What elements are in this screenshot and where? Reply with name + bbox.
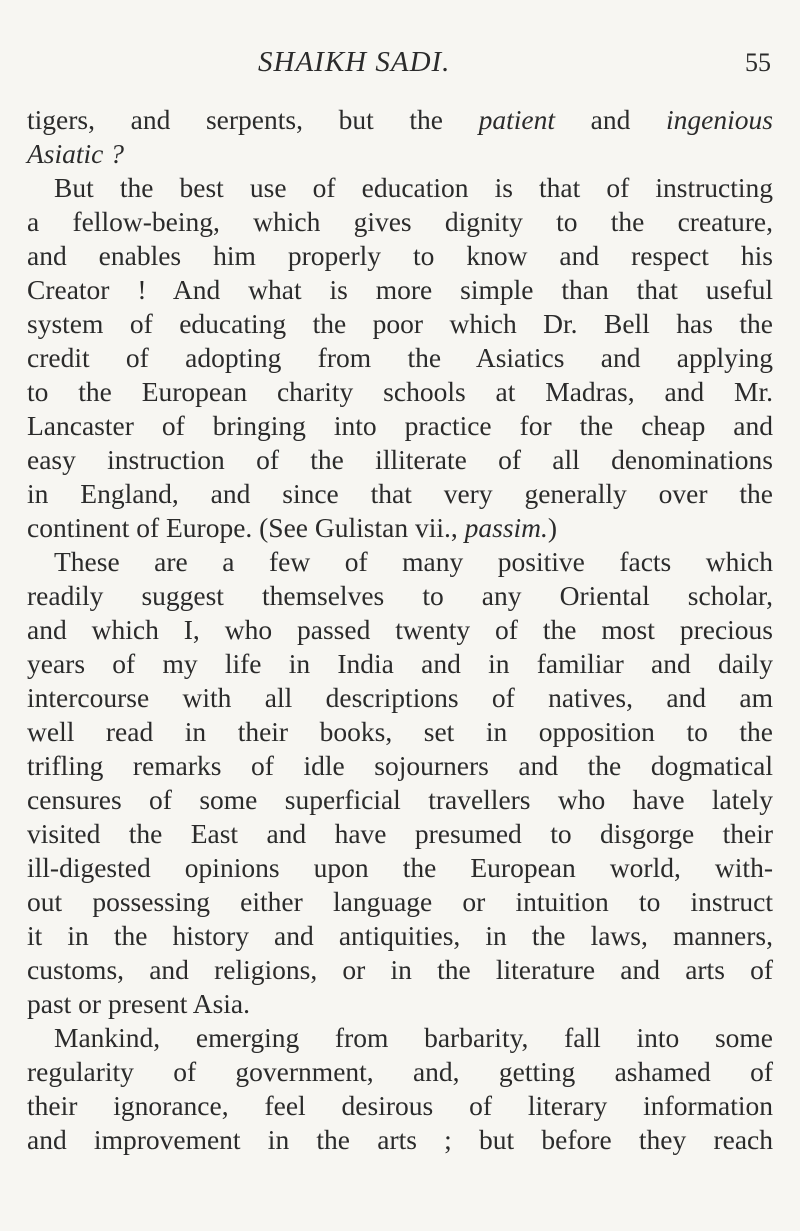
text-line xyxy=(27,749,773,783)
text-run: tigers, and serpents, but the xyxy=(27,104,479,135)
text-run: well read in their books, set in opposition to the xyxy=(27,716,773,747)
text-line xyxy=(27,239,773,273)
text-run: readily suggest themselves to any Oriental scholar, xyxy=(27,580,773,611)
text-line xyxy=(27,205,773,239)
text-line xyxy=(27,987,773,1021)
text-line xyxy=(27,579,773,613)
text-run: Lancaster of bringing into practice for the cheap and xyxy=(27,410,773,441)
text-line xyxy=(27,375,773,409)
text-line xyxy=(27,851,773,885)
text-run: intercourse with all descriptions of natives, and am xyxy=(27,682,773,713)
text-run: But the best use of education is that of instructing xyxy=(54,172,773,203)
text-line xyxy=(27,341,773,375)
text-run: out possessing either language or intuition to instruct xyxy=(27,886,773,917)
text-run: trifling remarks of idle sojourners and the dogmatical xyxy=(27,750,773,781)
body-text xyxy=(27,103,773,1157)
text-line xyxy=(27,953,773,987)
text-line xyxy=(27,613,773,647)
text-run: and enables him properly to know and respect his xyxy=(27,240,773,271)
text-line xyxy=(27,1021,773,1055)
text-run: in England, and since that very generally over the xyxy=(27,478,773,509)
italic-run: ingenious xyxy=(666,104,773,135)
text-run: and which I, who passed twenty of the most precious xyxy=(27,614,773,645)
text-line xyxy=(27,307,773,341)
text-run: it in the history and antiquities, in the laws, manners, xyxy=(27,920,773,951)
text-run: ill-digested opinions upon the European world, with- xyxy=(27,852,773,883)
text-run: visited the East and have presumed to disgorge their xyxy=(27,818,773,849)
text-line xyxy=(27,1055,773,1089)
running-head xyxy=(0,46,800,86)
text-line xyxy=(27,885,773,919)
text-run: system of educating the poor which Dr. Bell has the xyxy=(27,308,773,339)
text-run: regularity of government, and, getting ashamed of xyxy=(27,1056,773,1087)
page-number: 55 xyxy=(745,48,771,77)
text-line xyxy=(27,817,773,851)
text-run: their ignorance, feel desirous of literary information xyxy=(27,1090,773,1121)
text-run: Mankind, emerging from barbarity, fall into some xyxy=(54,1022,773,1053)
text-line xyxy=(27,715,773,749)
text-line xyxy=(27,1089,773,1123)
text-line xyxy=(27,171,773,205)
text-line xyxy=(27,137,773,171)
text-run: to the European charity schools at Madras, and Mr. xyxy=(27,376,773,407)
italic-run: Asiatic ? xyxy=(27,138,125,169)
text-run: credit of adopting from the Asiatics and applying xyxy=(27,342,773,373)
text-run: and xyxy=(555,104,667,135)
text-line xyxy=(27,477,773,511)
text-line xyxy=(27,783,773,817)
text-line xyxy=(27,443,773,477)
text-line xyxy=(27,647,773,681)
text-run: These are a few of many positive facts which xyxy=(54,546,773,577)
text-run: a fellow-being, which gives dignity to the creature, xyxy=(27,206,773,237)
text-run: continent of Europe. (See Gulistan vii., xyxy=(27,512,465,543)
text-line xyxy=(27,545,773,579)
text-line xyxy=(27,511,773,545)
text-line xyxy=(27,681,773,715)
text-line xyxy=(27,1123,773,1157)
running-title: SHAIKH SADI. xyxy=(258,46,451,78)
text-line xyxy=(27,919,773,953)
text-run: years of my life in India and in familiar and daily xyxy=(27,648,773,679)
text-run: ) xyxy=(547,512,558,543)
text-run: past or present Asia. xyxy=(27,988,251,1019)
text-run: and improvement in the arts ; but before they reach xyxy=(27,1124,773,1155)
text-line xyxy=(27,103,773,137)
italic-run: passim. xyxy=(464,512,548,543)
text-run: customs, and religions, or in the literature and arts of xyxy=(27,954,773,985)
text-run: censures of some superficial travellers who have lately xyxy=(27,784,773,815)
text-run: easy instruction of the illiterate of all denominations xyxy=(27,444,773,475)
text-line xyxy=(27,409,773,443)
text-line xyxy=(27,273,773,307)
text-run: Creator ! And what is more simple than that useful xyxy=(27,274,773,305)
italic-run: patient xyxy=(478,104,556,135)
